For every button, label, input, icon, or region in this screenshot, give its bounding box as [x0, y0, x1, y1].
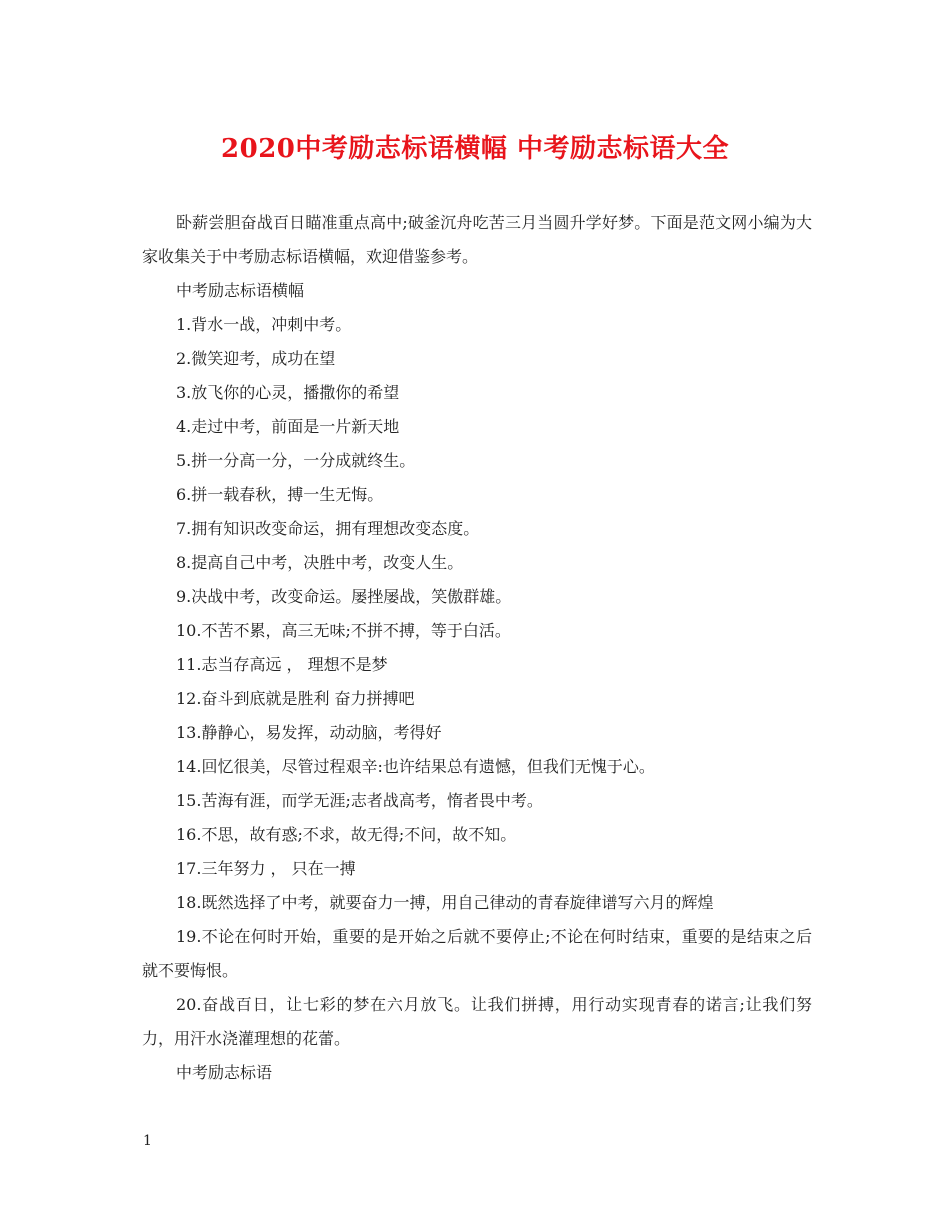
list-item: 12.奋斗到底就是胜利 奋力拼搏吧: [176, 689, 415, 708]
list-item: 13.静静心，易发挥，动动脑，考得好: [176, 723, 442, 742]
list-item: 9.决战中考，改变命运。屡挫屡战，笑傲群雄。: [176, 587, 512, 606]
list-item: 20.奋战百日，让七彩的梦在六月放飞。让我们拼搏，用行动实现青春的诺言;让我们努力，用汗水浇灌理想的花蕾。: [142, 995, 812, 1048]
list-item: 10.不苦不累，高三无味;不拼不搏，等于白活。: [176, 621, 511, 640]
intro-paragraph: 卧薪尝胆奋战百日瞄准重点高中;破釜沉舟吃苦三月当圆升学好梦。下面是范文网小编为大家收集关于中考励志标语横幅，欢迎借鉴参考。: [142, 213, 812, 266]
list-item: 6.拼一载春秋，搏一生无悔。: [176, 485, 384, 504]
section-heading: 中考励志标语: [176, 1063, 273, 1082]
list-item: 4.走过中考，前面是一片新天地: [176, 417, 400, 436]
list-item: 18.既然选择了中考，就要奋力一搏，用自己律动的青春旋律谱写六月的辉煌: [176, 893, 714, 912]
list-item: 1.背水一战，冲刺中考。: [176, 315, 352, 334]
list-item: 15.苦海有涯，而学无涯;志者战高考，惰者畏中考。: [176, 791, 543, 810]
list-item: 11.志当存高远 ， 理想不是梦: [176, 655, 388, 674]
page-title: 2020中考励志标语横幅 中考励志标语大全: [221, 134, 729, 164]
list-item: 2.微笑迎考，成功在望: [176, 349, 336, 368]
document-body: [142, 206, 812, 1090]
list-item: 14.回忆很美，尽管过程艰辛:也许结果总有遗憾，但我们无愧于心。: [176, 757, 655, 776]
list-item: 5.拼一分高一分，一分成就终生。: [176, 451, 416, 470]
list-item: 19.不论在何时开始，重要的是开始之后就不要停止;不论在何时结束，重要的是结束之后就不要悔恨。: [142, 927, 812, 980]
list-item: 7.拥有知识改变命运，拥有理想改变态度。: [176, 519, 480, 538]
section-heading: 中考励志标语横幅: [176, 281, 305, 300]
list-item: 16.不思，故有惑;不求，故无得;不问，故不知。: [176, 825, 517, 844]
list-item: 3.放飞你的心灵，播撒你的希望: [176, 383, 400, 402]
list-item: 17.三年努力 ， 只在一搏: [176, 859, 356, 878]
page-number: 1: [143, 1133, 152, 1149]
list-item: 8.提高自己中考，决胜中考，改变人生。: [176, 553, 464, 572]
